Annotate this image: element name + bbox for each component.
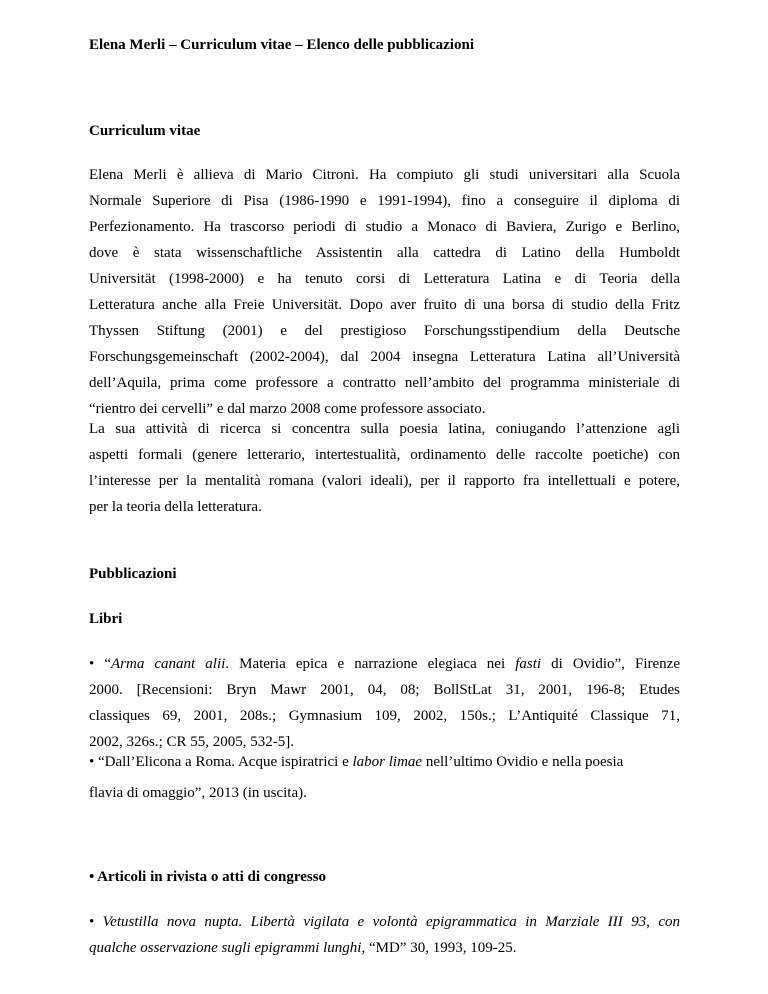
cv-line: Normale Superiore di Pisa (1986-1990 e 1991-1994), fino a conseguire il diploma di [89,193,680,209]
cv-heading: Curriculum vitae [89,123,201,139]
book-entry-line: • “Arma canant alii. Materia epica e narrazione elegiaca nei fasti di Ovidio”, Firenze [89,656,680,672]
article-entry-line: qualche osservazione sugli epigrammi lunghi, “MD” 30, 1993, 109-25. [89,940,517,956]
book-entry-line: 2000. [Recensioni: Bryn Mawr 2001, 04, 08; BollStLat 31, 2001, 196-8; Etudes [89,682,680,698]
cv-line: Universität (1998-2000) e ha tenuto corsi di Letteratura Latina e di Teoria della [89,271,680,287]
cv-line: Thyssen Stiftung (2001) e del prestigioso Forschungsstipendium della Deutsche [89,323,680,339]
cv-line: Forschungsgemeinschaft (2002-2004), dal 2004 insegna Letteratura Latina all’Università [89,349,680,365]
cv-line: La sua attività di ricerca si concentra sulla poesia latina, coniugando l’attenzione agli [89,421,680,437]
cv-line: dove è stata wissenschaftliche Assistentin alla cattedra di Latino della Humboldt [89,245,680,261]
cv-line: dell’Aquila, prima come professore a contratto nell’ambito del programma ministeriale di [89,375,680,391]
book-entry-line: 2002, 326s.; CR 55, 2005, 532-5]. [89,734,295,750]
cv-line: l’interesse per la mentalità romana (valori ideali), per il rapporto fra intellettuali e potere, [89,473,680,489]
cv-line: Perfezionamento. Ha trascorso periodi di studio a Monaco di Baviera, Zurigo e Berlino, [89,219,680,235]
cv-line: per la teoria della letteratura. [89,499,262,515]
book-entry-line: • “Dall’Elicona a Roma. Acque ispiratrici e labor limae nell’ultimo Ovidio e nella poesia [89,754,624,770]
document-title: Elena Merli – Curriculum vitae – Elenco delle pubblicazioni [89,37,474,53]
books-heading: Libri [89,611,123,627]
cv-line: Elena Merli è allieva di Mario Citroni. Ha compiuto gli studi universitari alla Scuola [89,167,680,183]
cv-line: aspetti formali (genere letterario, intertestualità, ordinamento delle raccolte poetiche) con [89,447,680,463]
cv-line: “rientro dei cervelli” e dal marzo 2008 come professore associato. [89,401,486,417]
cv-line: Letteratura anche alla Freie Universität. Dopo aver fruito di una borsa di studio della Fritz [89,297,680,313]
book-entry-line: flavia di omaggio”, 2013 (in uscita). [89,785,307,801]
book-entry-line: classiques 69, 2001, 208s.; Gymnasium 109, 2002, 150s.; L’Antiquité Classique 71, [89,708,680,724]
articles-heading: • Articoli in rivista o atti di congresso [89,869,327,885]
publications-heading: Pubblicazioni [89,566,177,582]
article-entry-line: • Vetustilla nova nupta. Libertà vigilata e volontà epigrammatica in Marziale III 93, con [89,914,680,930]
